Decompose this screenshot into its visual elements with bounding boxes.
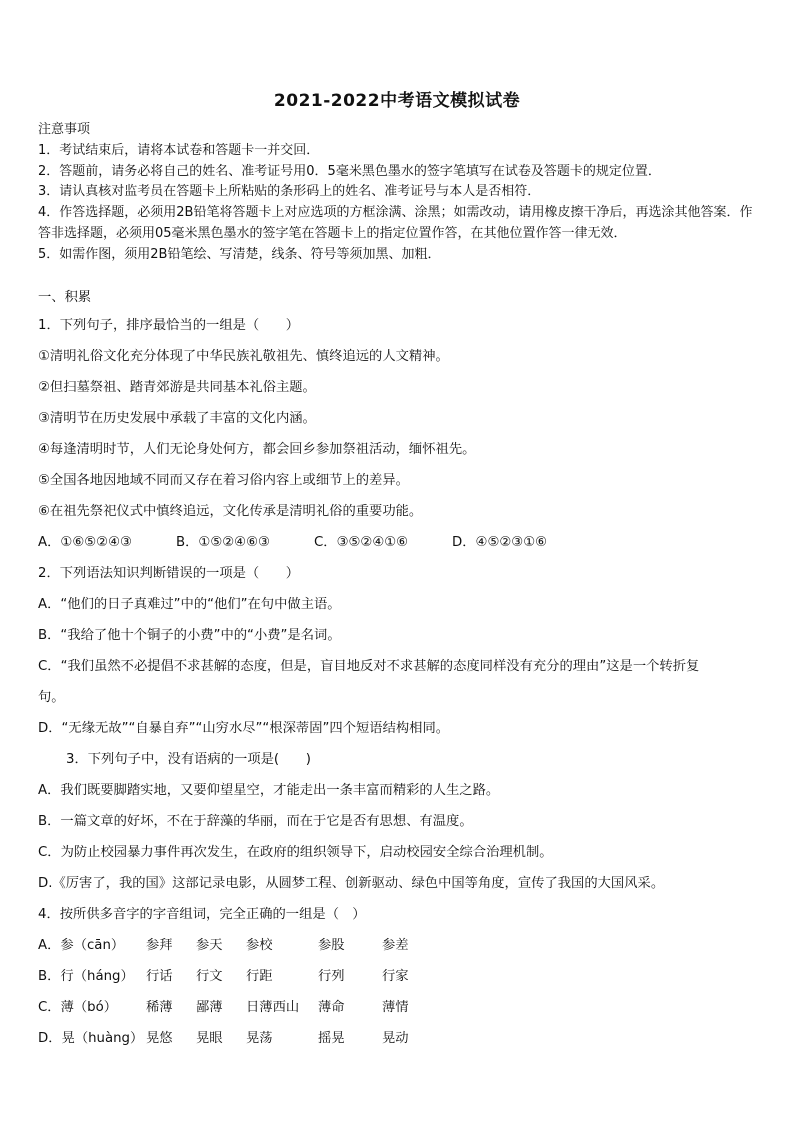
notes-block <box>38 120 758 266</box>
question-2-option-c-cont: 句。 <box>38 690 65 705</box>
word: 稀薄 <box>146 1000 173 1015</box>
option-label: D．晃（huàng） <box>38 1031 144 1046</box>
note-item: 4．作答选择题，必须用2B铅笔将答题卡上对应选项的方框涂满、涂黑；如需改动，请用橡皮擦干净后，再选涂其他答案．作答非选择题，必须用05毫米黑色墨水的签字笔在答题卡上的指定位置作答，在其他位置作答一律无效． <box>38 205 753 241</box>
word: 参天 <box>196 938 223 953</box>
note-item: 2．答题前，请务必将自己的姓名、准考证号用0．5毫米黑色墨水的签字笔填写在试卷及答题卡的规定位置． <box>38 163 661 179</box>
exam-title: 2021-2022中考语文模拟试卷 <box>273 91 521 111</box>
question-1-options <box>38 527 760 558</box>
question-2-option-d: D．“无缘无故”“自暴自弃”“山穷水尽”“根深蒂固”四个短语结构相同。 <box>38 721 450 736</box>
question-2-option-c: C．“我们虽然不必提倡不求甚解的态度，但是，盲目地反对不求甚解的态度同样没有充分的理由”这是一个转折复 <box>38 659 700 674</box>
question-3-option-c: C．为防止校园暴力事件再次发生，在政府的组织领导下，启动校园安全综合治理机制。 <box>38 845 553 860</box>
option-a: A．①⑥⑤②④③ <box>38 535 132 550</box>
option-c: C．③⑤②④①⑥ <box>314 535 409 550</box>
question-4-option-row <box>38 930 760 961</box>
word: 行话 <box>146 969 173 984</box>
option-d: D．④⑤②③①⑥ <box>452 535 548 550</box>
word: 薄命 <box>318 1000 345 1015</box>
word: 鄙薄 <box>196 1000 223 1015</box>
word: 晃荡 <box>246 1031 273 1046</box>
note-item: 3．请认真核对监考员在答题卡上所粘贴的条形码上的姓名、准考证号与本人是否相符． <box>38 184 541 200</box>
word: 晃眼 <box>196 1031 223 1046</box>
question-2-stem: 2．下列语法知识判断错误的一项是（ ） <box>38 566 300 581</box>
word: 行列 <box>318 969 345 984</box>
question-4-option-row <box>38 992 760 1023</box>
word: 晃动 <box>382 1031 409 1046</box>
option-label: A．参（cān） <box>38 938 125 953</box>
word: 薄情 <box>382 1000 409 1015</box>
question-1-sentence: ④每逢清明时节，人们无论身处何方，都会回乡参加祭祖活动，缅怀祖先。 <box>38 442 476 457</box>
question-3-option-d: D.《厉害了，我的国》这部记录电影，从圆梦工程、创新驱动、绿色中国等角度，宣传了我国的大国风采。 <box>38 876 665 891</box>
option-label: C．薄（bó） <box>38 1000 118 1015</box>
question-4-stem: 4．按所供多音字的字音组词，完全正确的一组是（ ） <box>38 907 366 922</box>
question-4-option-row <box>38 1023 760 1054</box>
question-1-stem: 1．下列句子，排序最恰当的一组是（ ） <box>38 318 300 333</box>
question-1-sentence: ①清明礼俗文化充分体现了中华民族礼敬祖先、慎终追远的人文精神。 <box>38 349 449 364</box>
questions-body <box>38 286 760 1054</box>
question-1-sentence: ②但扫墓祭祖、踏青郊游是共同基本礼俗主题。 <box>38 380 316 395</box>
word: 日薄西山 <box>246 1000 300 1015</box>
notes-heading: 注意事项 <box>38 122 91 137</box>
note-item: 5．如需作图，须用2B铅笔绘、写清楚，线条、符号等须加黑、加粗． <box>38 246 441 262</box>
question-3-option-b: B．一篇文章的好坏，不在于辞藻的华丽，而在于它是否有思想、有温度。 <box>38 814 473 829</box>
word: 晃悠 <box>146 1031 173 1046</box>
word: 参校 <box>246 938 273 953</box>
question-3-option-a: A．我们既要脚踏实地，又要仰望星空，才能走出一条丰富而精彩的人生之路。 <box>38 783 500 798</box>
question-1-sentence: ⑤全国各地因地域不同而又存在着习俗内容上或细节上的差异。 <box>38 473 409 488</box>
note-item: 1．考试结束后，请将本试卷和答题卡一并交回． <box>38 142 320 158</box>
word: 行家 <box>382 969 409 984</box>
word: 参差 <box>382 938 409 953</box>
question-2-option-b: B．“我给了他十个铜子的小费”中的“小费”是名词。 <box>38 628 341 643</box>
question-3-stem: 3．下列句子中，没有语病的一项是( ) <box>66 752 311 767</box>
question-1-sentence: ⑥在祖先祭祀仪式中慎终追远，文化传承是清明礼俗的重要功能。 <box>38 504 423 519</box>
word: 行距 <box>246 969 273 984</box>
word: 行文 <box>196 969 223 984</box>
option-b: B．①⑤②④⑥③ <box>176 535 270 550</box>
option-label: B．行（háng） <box>38 969 134 984</box>
word: 参拜 <box>146 938 173 953</box>
word: 摇晃 <box>318 1031 345 1046</box>
question-4-option-row <box>38 961 760 992</box>
word: 参股 <box>318 938 345 953</box>
question-1-sentence: ③清明节在历史发展中承载了丰富的文化内涵。 <box>38 411 316 426</box>
section-heading: 一、积累 <box>38 290 92 305</box>
question-2-option-a: A．“他们的日子真难过”中的“他们”在句中做主语。 <box>38 597 341 612</box>
